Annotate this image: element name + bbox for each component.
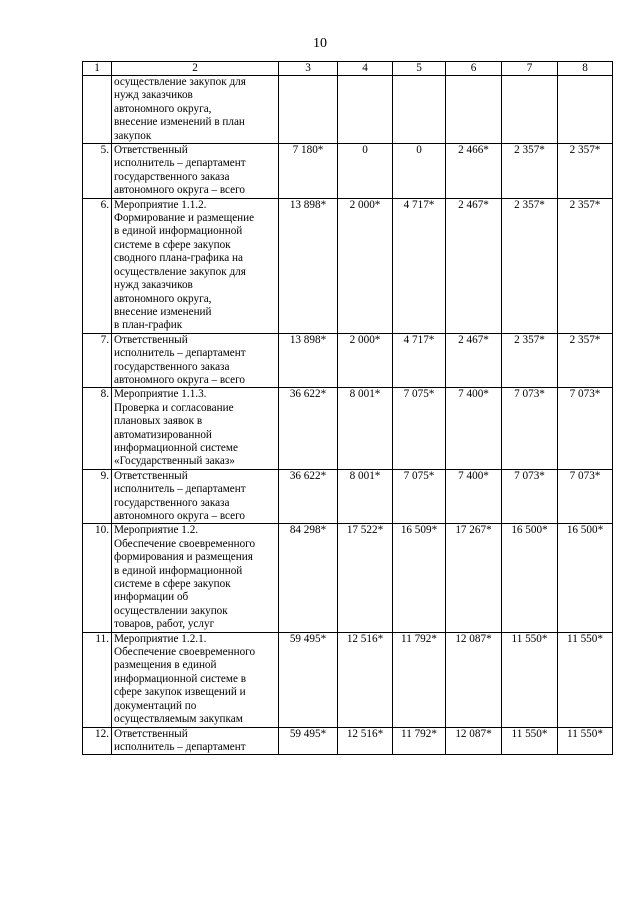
header-cell: 5 (393, 62, 446, 76)
value-cell (393, 76, 446, 144)
header-cell: 1 (83, 62, 112, 76)
description-line: информационной системе (114, 441, 238, 454)
description-line: автономного округа – всего (114, 184, 246, 197)
row-number: 11. (83, 632, 112, 727)
value-cell: 7 073* (558, 469, 613, 524)
value-cell: 7 073* (502, 469, 558, 524)
description-line: Ответственный (114, 333, 188, 346)
value-cell: 2 357* (502, 144, 558, 199)
row-description (112, 524, 279, 632)
description-line: Ответственный (114, 144, 188, 157)
description-line: автономного округа – всего (114, 510, 246, 522)
value-cell: 2 357* (502, 333, 558, 388)
value-cell: 7 075* (393, 388, 446, 469)
table-row (83, 198, 613, 333)
value-cell: 11 550* (558, 727, 613, 755)
description-line: автономного округа – всего (114, 373, 246, 386)
value-cell: 7 073* (502, 388, 558, 469)
value-cell: 12 516* (338, 727, 393, 755)
value-cell: 2 357* (558, 333, 613, 388)
description-line: в план-график (114, 319, 183, 332)
description-line: осуществление закупок для (114, 265, 246, 278)
description-line: Обеспечение своевременного (114, 537, 256, 550)
value-cell: 12 516* (338, 632, 393, 727)
value-cell: 17 267* (446, 524, 502, 632)
description-line: автономного округа, (114, 102, 212, 115)
header-cell: 6 (446, 62, 502, 76)
budget-table (82, 61, 613, 755)
value-cell: 2 357* (558, 144, 613, 199)
table-row (83, 388, 613, 469)
description-line: Ответственный (114, 469, 188, 482)
description-line: размещения в единой (114, 659, 217, 672)
description-line: информационной системе в (114, 672, 247, 685)
table-row (83, 524, 613, 632)
value-cell: 2 467* (446, 333, 502, 388)
description-line: сводного плана-графика на (114, 252, 243, 265)
description-line: исполнитель – департамент (114, 157, 246, 170)
value-cell: 11 550* (502, 632, 558, 727)
value-cell: 84 298* (279, 524, 338, 632)
value-cell (279, 76, 338, 144)
value-cell: 7 073* (558, 388, 613, 469)
row-number: 10. (83, 524, 112, 632)
value-cell: 7 400* (446, 469, 502, 524)
value-cell (338, 76, 393, 144)
value-cell: 16 509* (393, 524, 446, 632)
header-cell: 4 (338, 62, 393, 76)
header-cell: 7 (502, 62, 558, 76)
value-cell: 11 550* (502, 727, 558, 755)
description-line: осуществляемым закупкам (114, 713, 243, 726)
table-row (83, 144, 613, 199)
description-line: формирования и размещения (114, 551, 253, 564)
value-cell: 2 000* (338, 198, 393, 333)
value-cell: 2 000* (338, 333, 393, 388)
value-cell: 8 001* (338, 469, 393, 524)
value-cell: 11 550* (558, 632, 613, 727)
description-line: Проверка и согласование (114, 401, 234, 414)
description-line: системе в сфере закупок (114, 578, 231, 591)
description-line: нужд заказчиков (114, 279, 193, 292)
description-line: автономного округа, (114, 292, 212, 305)
row-description (112, 333, 279, 388)
value-cell (446, 76, 502, 144)
row-number: 6. (83, 198, 112, 333)
description-line: исполнитель – департамент (114, 740, 246, 753)
value-cell: 8 001* (338, 388, 393, 469)
description-line: исполнитель – департамент (114, 347, 246, 360)
description-line: исполнитель – департамент (114, 483, 246, 496)
value-cell: 16 500* (502, 524, 558, 632)
description-line: информации об (114, 591, 189, 604)
description-line: системе в сфере закупок (114, 238, 231, 251)
row-number: 9. (83, 469, 112, 524)
value-cell: 11 792* (393, 727, 446, 755)
value-cell: 36 622* (279, 469, 338, 524)
row-number: 7. (83, 333, 112, 388)
value-cell: 0 (393, 144, 446, 199)
header-row (83, 62, 613, 76)
value-cell: 11 792* (393, 632, 446, 727)
value-cell: 2 357* (558, 198, 613, 333)
description-line: товаров, работ, услуг (114, 618, 215, 631)
row-description (112, 144, 279, 199)
row-description (112, 198, 279, 333)
row-description (112, 632, 279, 727)
value-cell: 7 180* (279, 144, 338, 199)
value-cell: 36 622* (279, 388, 338, 469)
description-line: внесение изменений (114, 305, 212, 318)
row-number: 5. (83, 144, 112, 199)
description-line: Мероприятие 1.1.2. (114, 198, 207, 211)
page-number: 10 (313, 36, 327, 51)
row-description (112, 76, 279, 144)
row-number: 8. (83, 388, 112, 469)
value-cell (502, 76, 558, 144)
description-line: Ответственный (114, 727, 188, 740)
row-number: 12. (83, 727, 112, 755)
description-line: автоматизированной (114, 428, 212, 441)
value-cell: 13 898* (279, 333, 338, 388)
value-cell: 16 500* (558, 524, 613, 632)
value-cell: 4 717* (393, 198, 446, 333)
value-cell: 12 087* (446, 632, 502, 727)
description-line: в единой информационной (114, 564, 243, 577)
header-cell: 8 (558, 62, 613, 76)
value-cell: 4 717* (393, 333, 446, 388)
header-cell: 2 (112, 62, 279, 76)
value-cell: 59 495* (279, 632, 338, 727)
description-line: закупок (114, 129, 152, 142)
description-line: «Государственный заказ» (114, 455, 235, 468)
value-cell: 2 466* (446, 144, 502, 199)
table-header (83, 62, 613, 76)
description-line: документаций по (114, 699, 197, 712)
value-cell: 7 400* (446, 388, 502, 469)
description-line: государственного заказа (114, 496, 230, 509)
table-row (83, 469, 613, 524)
value-cell: 17 522* (338, 524, 393, 632)
description-line: осуществление закупок для (114, 76, 246, 88)
description-line: Мероприятие 1.1.3. (114, 388, 207, 401)
description-line: Обеспечение своевременного (114, 646, 256, 659)
description-line: Формирование и размещение (114, 212, 255, 225)
value-cell: 2 467* (446, 198, 502, 333)
row-number (83, 76, 112, 144)
value-cell: 7 075* (393, 469, 446, 524)
description-line: государственного заказа (114, 360, 230, 373)
description-line: сфере закупок извещений и (114, 686, 246, 699)
value-cell (558, 76, 613, 144)
table-body (83, 76, 613, 755)
description-line: в единой информационной (114, 225, 243, 238)
description-line: осуществлении закупок (114, 604, 228, 617)
description-line: государственного заказа (114, 170, 230, 183)
header-cell: 3 (279, 62, 338, 76)
table-row (83, 727, 613, 755)
row-description (112, 727, 279, 755)
value-cell: 2 357* (502, 198, 558, 333)
description-line: Мероприятие 1.2.1. (114, 632, 207, 645)
description-line: нужд заказчиков (114, 89, 193, 102)
description-line: плановых заявок в (114, 415, 203, 428)
description-line: внесение изменений в план (114, 116, 245, 129)
description-line: Мероприятие 1.2. (114, 524, 199, 537)
row-description (112, 469, 279, 524)
value-cell: 0 (338, 144, 393, 199)
table-row (83, 76, 613, 144)
value-cell: 59 495* (279, 727, 338, 755)
value-cell: 12 087* (446, 727, 502, 755)
row-description (112, 388, 279, 469)
table-row (83, 632, 613, 727)
value-cell: 13 898* (279, 198, 338, 333)
table-row (83, 333, 613, 388)
